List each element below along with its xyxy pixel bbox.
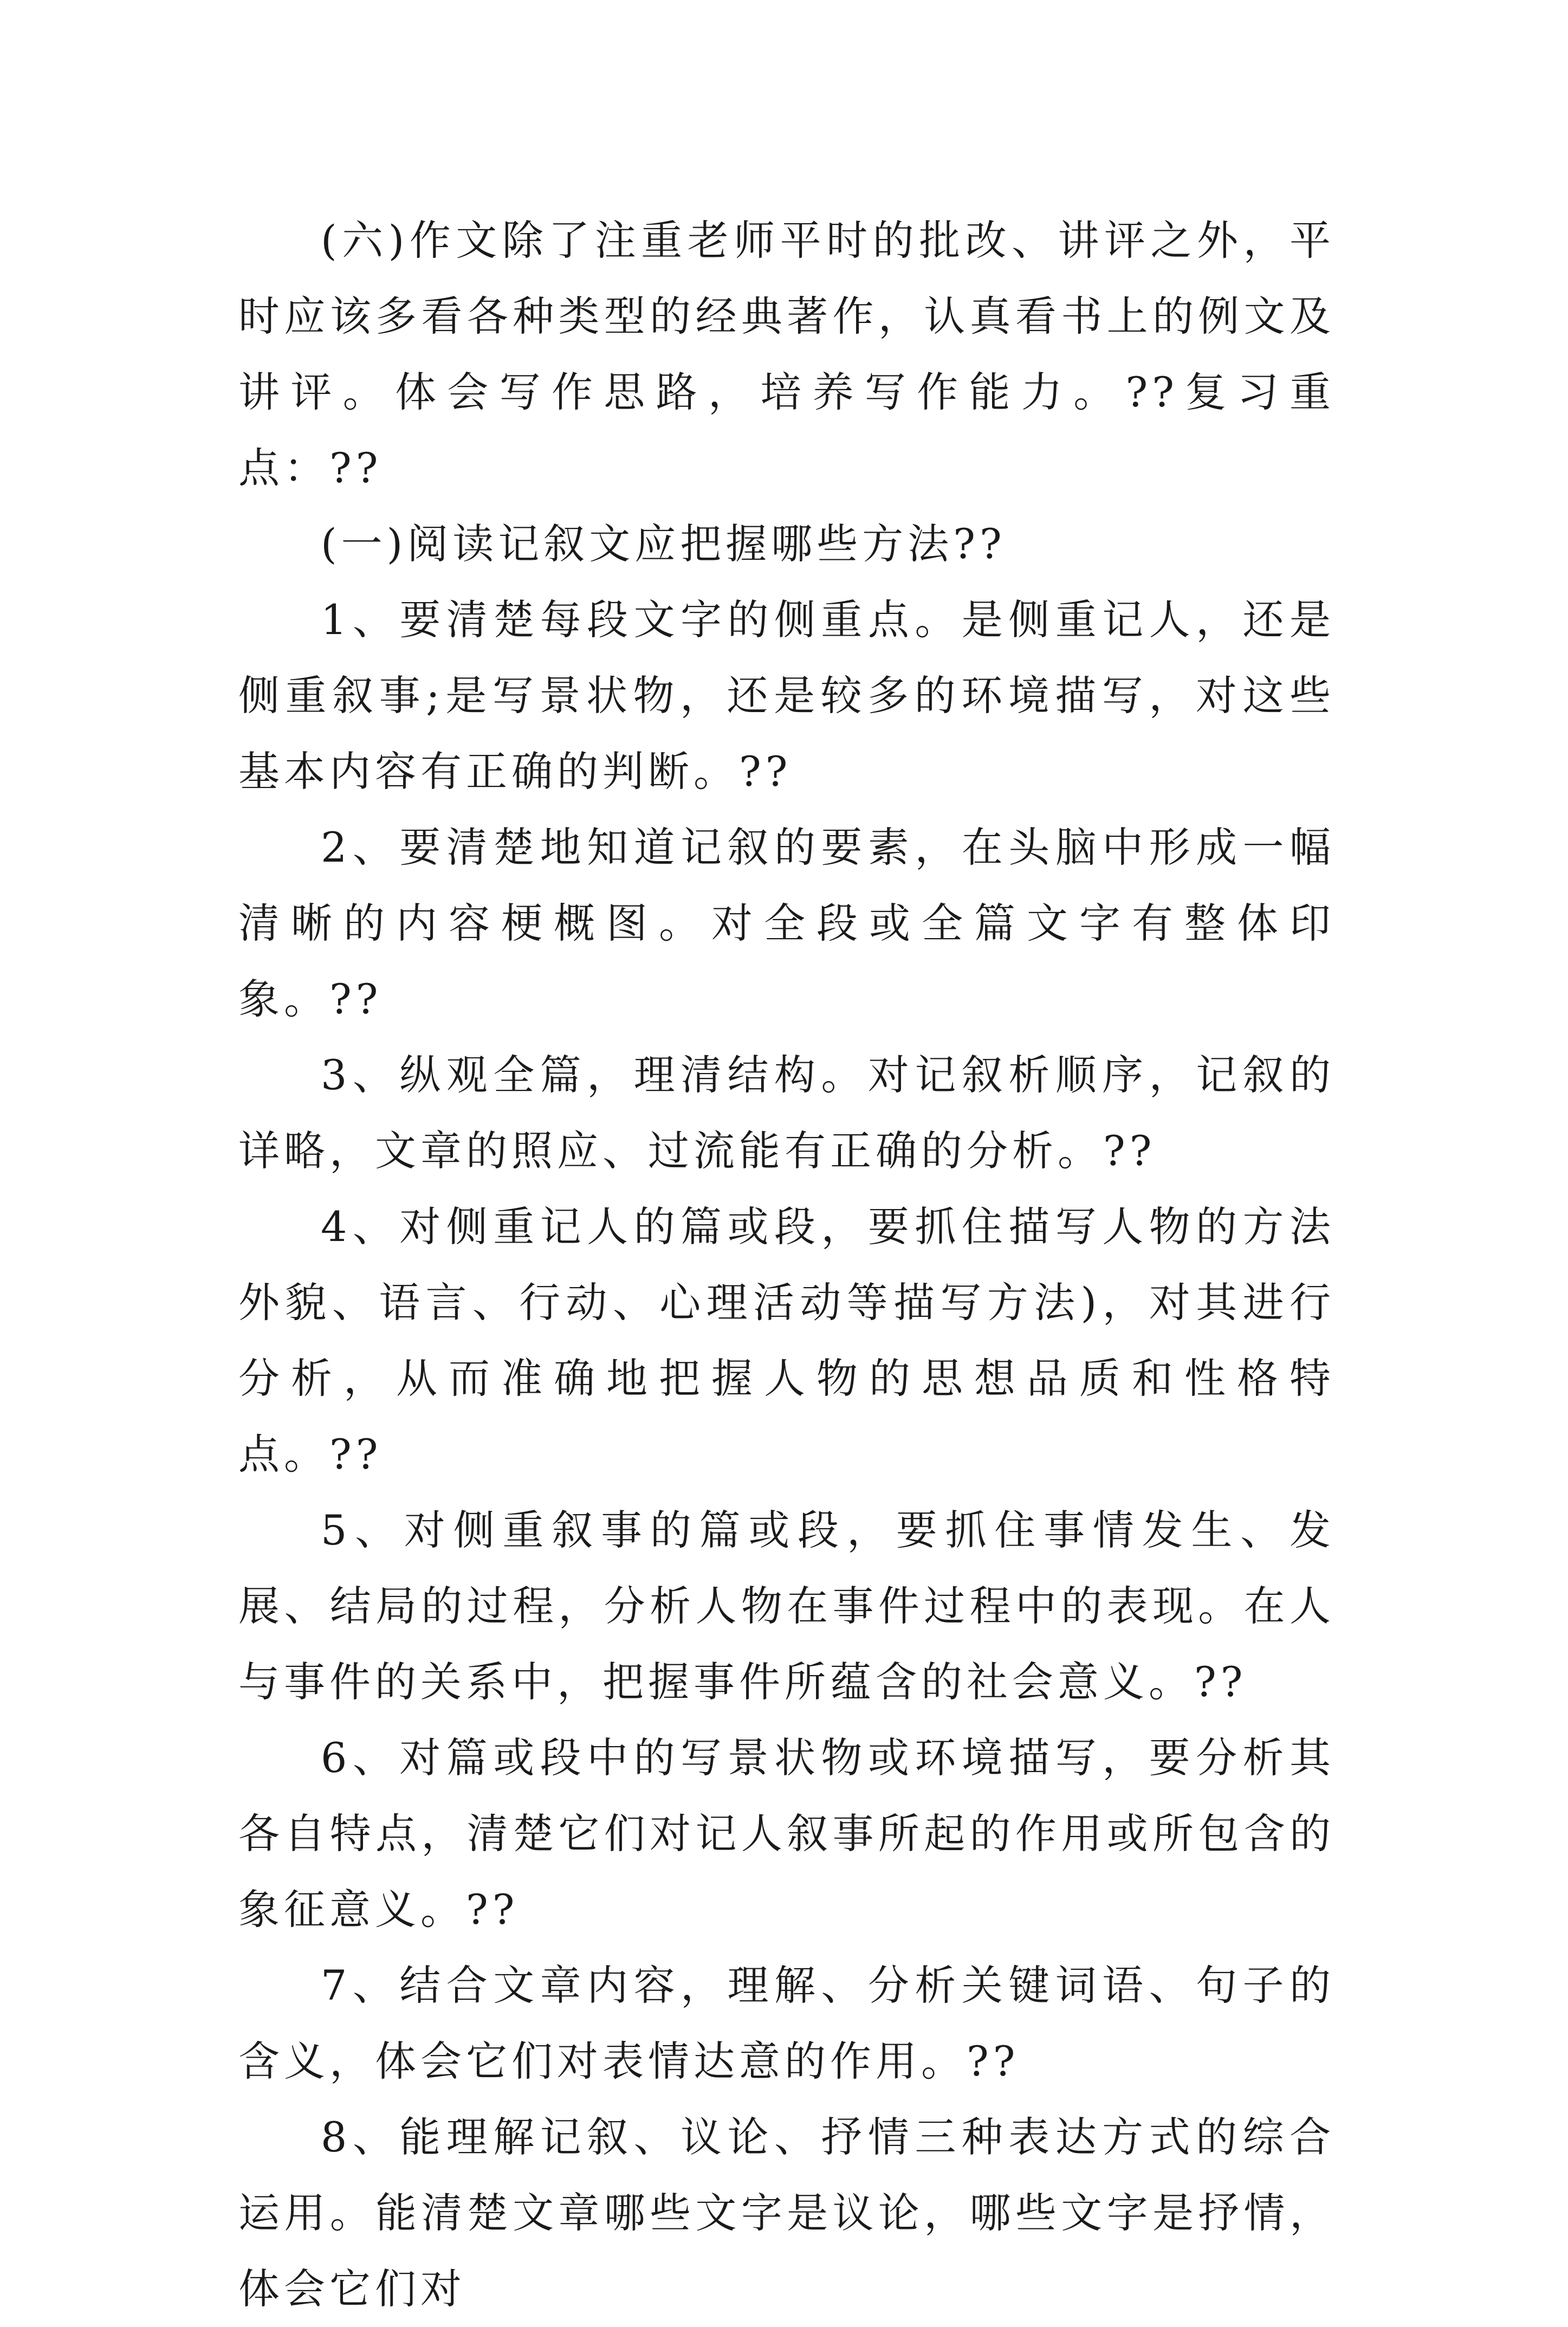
paragraph-item-7: 7、结合文章内容，理解、分析关键词语、句子的含义，体会它们对表情达意的作用。??	[238, 1961, 1335, 2085]
paragraph-item-5: 5、对侧重叙事的篇或段，要抓住事情发生、发展、结局的过程，分析人物在事件过程中的表现。在人与事件的关系中，把握事件所蕴含的社会意义。??	[238, 1506, 1335, 1706]
paragraph-item-2: 2、要清楚地知道记叙的要素，在头脑中形成一幅清晰的内容梗概图。对全段或全篇文字有整体印象。??	[238, 823, 1335, 1023]
paragraph-item-6: 6、对篇或段中的写景状物或环境描写，要分析其各自特点，清楚它们对记人叙事所起的作用或所包含的象征意义。??	[238, 1734, 1335, 1934]
document-body	[238, 203, 1335, 2327]
paragraph-item-4: 4、对侧重记人的篇或段，要抓住描写人物的方法外貌、语言、行动、心理活动等描写方法)，对其进行分析，从而准确地把握人物的思想品质和性格特点。??	[238, 1203, 1335, 1478]
paragraph-section-heading: (一)阅读记叙文应把握哪些方法??	[321, 520, 1006, 568]
paragraph-item-8: 8、能理解记叙、议论、抒情三种表达方式的综合运用。能清楚文章哪些文字是议论，哪些文字是抒情，体会它们对	[238, 2113, 1335, 2313]
paragraph-item-3: 3、纵观全篇，理清结构。对记叙析顺序，记叙的详略，文章的照应、过流能有正确的分析。??	[238, 1051, 1335, 1175]
paragraph-item-1: 1、要清楚每段文字的侧重点。是侧重记人，还是侧重叙事;是写景状物，还是较多的环境描写，对这些基本内容有正确的判断。??	[238, 596, 1335, 796]
paragraph-composition-advice: (六)作文除了注重老师平时的批改、讲评之外，平时应该多看各种类型的经典著作，认真看书上的例文及讲评。体会写作思路，培养写作能力。??复习重点：??	[238, 216, 1335, 492]
